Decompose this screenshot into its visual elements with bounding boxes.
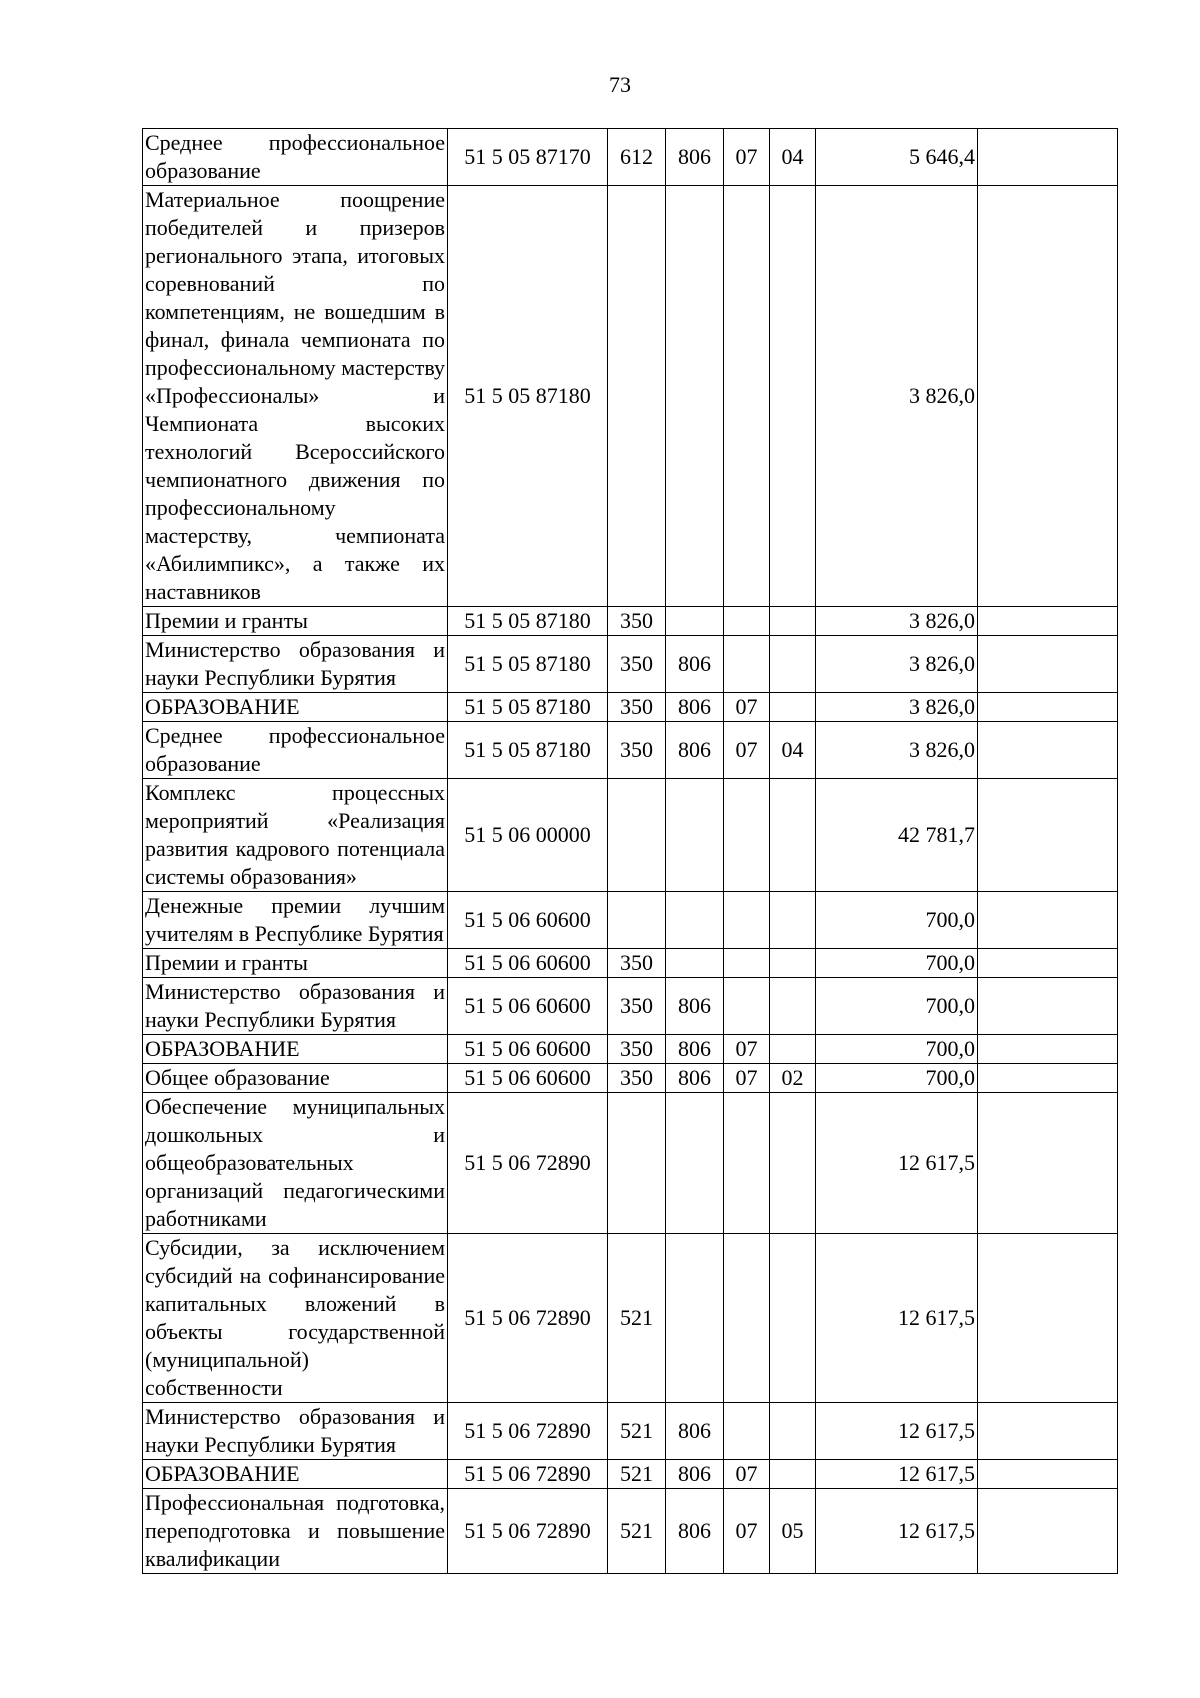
target-article-code: 51 5 06 60600 bbox=[448, 1064, 608, 1093]
extra-cell bbox=[978, 1064, 1118, 1093]
row-name: Премии и гранты bbox=[143, 607, 448, 636]
admin-code: 806 bbox=[666, 978, 724, 1035]
table-row bbox=[143, 949, 1118, 978]
admin-code bbox=[666, 892, 724, 949]
section-code: 07 bbox=[724, 1064, 770, 1093]
row-name: ОБРАЗОВАНИЕ bbox=[143, 693, 448, 722]
amount: 700,0 bbox=[816, 1035, 978, 1064]
subsection-code bbox=[770, 1403, 816, 1460]
subsection-code bbox=[770, 978, 816, 1035]
admin-code bbox=[666, 186, 724, 607]
section-code bbox=[724, 607, 770, 636]
admin-code bbox=[666, 1234, 724, 1403]
amount: 42 781,7 bbox=[816, 779, 978, 892]
table-row bbox=[143, 892, 1118, 949]
extra-cell bbox=[978, 978, 1118, 1035]
amount: 700,0 bbox=[816, 978, 978, 1035]
row-name: ОБРАЗОВАНИЕ bbox=[143, 1460, 448, 1489]
section-code: 07 bbox=[724, 722, 770, 779]
expense-type-code: 521 bbox=[608, 1403, 666, 1460]
expense-type-code bbox=[608, 892, 666, 949]
extra-cell bbox=[978, 722, 1118, 779]
admin-code: 806 bbox=[666, 129, 724, 186]
subsection-code bbox=[770, 892, 816, 949]
row-name: Материальное поощрение победителей и призеров регионального этапа, итоговых соревнований по компетенциям, не вошедшим в финал, финала чемпионата по профессиональному мастерству «Профессионалы» и Чемпионата высоких технологий Всероссийского чемпионатного движения по профессиональному мастерству, чемпионата «Абилимпикс», а также их наставников bbox=[143, 186, 448, 607]
admin-code: 806 bbox=[666, 1403, 724, 1460]
table-row bbox=[143, 693, 1118, 722]
target-article-code: 51 5 06 72890 bbox=[448, 1460, 608, 1489]
table-row bbox=[143, 1403, 1118, 1460]
expense-type-code: 521 bbox=[608, 1489, 666, 1574]
section-code: 07 bbox=[724, 1035, 770, 1064]
expense-type-code bbox=[608, 1093, 666, 1234]
target-article-code: 51 5 06 60600 bbox=[448, 978, 608, 1035]
row-name: Министерство образования и науки Республики Бурятия bbox=[143, 636, 448, 693]
target-article-code: 51 5 06 72890 bbox=[448, 1234, 608, 1403]
expense-type-code: 350 bbox=[608, 636, 666, 693]
row-name: Комплекс процессных мероприятий «Реализация развития кадрового потенциала системы образования» bbox=[143, 779, 448, 892]
admin-code: 806 bbox=[666, 1460, 724, 1489]
table-row bbox=[143, 722, 1118, 779]
subsection-code bbox=[770, 693, 816, 722]
expense-type-code: 612 bbox=[608, 129, 666, 186]
amount: 700,0 bbox=[816, 1064, 978, 1093]
subsection-code: 02 bbox=[770, 1064, 816, 1093]
expense-type-code: 350 bbox=[608, 722, 666, 779]
row-name: Субсидии, за исключением субсидий на софинансирование капитальных вложений в объекты государственной (муниципальной) собственности bbox=[143, 1234, 448, 1403]
target-article-code: 51 5 06 60600 bbox=[448, 892, 608, 949]
subsection-code: 04 bbox=[770, 129, 816, 186]
table-row bbox=[143, 1489, 1118, 1574]
subsection-code bbox=[770, 1093, 816, 1234]
table-row bbox=[143, 1035, 1118, 1064]
page-number: 73 bbox=[609, 72, 631, 97]
extra-cell bbox=[978, 1093, 1118, 1234]
subsection-code bbox=[770, 636, 816, 693]
expense-type-code bbox=[608, 186, 666, 607]
target-article-code: 51 5 06 00000 bbox=[448, 779, 608, 892]
row-name: Премии и гранты bbox=[143, 949, 448, 978]
section-code bbox=[724, 949, 770, 978]
section-code bbox=[724, 1403, 770, 1460]
extra-cell bbox=[978, 1403, 1118, 1460]
table-row bbox=[143, 186, 1118, 607]
amount: 12 617,5 bbox=[816, 1403, 978, 1460]
section-code bbox=[724, 636, 770, 693]
expense-type-code: 350 bbox=[608, 607, 666, 636]
target-article-code: 51 5 06 60600 bbox=[448, 1035, 608, 1064]
expense-type-code: 350 bbox=[608, 1035, 666, 1064]
amount: 12 617,5 bbox=[816, 1460, 978, 1489]
row-name: Обеспечение муниципальных дошкольных и общеобразовательных организаций педагогическими работниками bbox=[143, 1093, 448, 1234]
target-article-code: 51 5 05 87180 bbox=[448, 186, 608, 607]
row-name: Общее образование bbox=[143, 1064, 448, 1093]
expense-type-code: 350 bbox=[608, 949, 666, 978]
target-article-code: 51 5 06 72890 bbox=[448, 1489, 608, 1574]
expense-type-code: 521 bbox=[608, 1234, 666, 1403]
target-article-code: 51 5 05 87180 bbox=[448, 607, 608, 636]
admin-code: 806 bbox=[666, 1489, 724, 1574]
row-name: ОБРАЗОВАНИЕ bbox=[143, 1035, 448, 1064]
target-article-code: 51 5 05 87180 bbox=[448, 693, 608, 722]
target-article-code: 51 5 06 72890 bbox=[448, 1093, 608, 1234]
target-article-code: 51 5 06 72890 bbox=[448, 1403, 608, 1460]
extra-cell bbox=[978, 1489, 1118, 1574]
amount: 3 826,0 bbox=[816, 693, 978, 722]
section-code bbox=[724, 1234, 770, 1403]
extra-cell bbox=[978, 892, 1118, 949]
extra-cell bbox=[978, 779, 1118, 892]
expense-type-code bbox=[608, 779, 666, 892]
section-code bbox=[724, 892, 770, 949]
subsection-code bbox=[770, 186, 816, 607]
subsection-code bbox=[770, 1234, 816, 1403]
expense-type-code: 350 bbox=[608, 693, 666, 722]
admin-code: 806 bbox=[666, 1035, 724, 1064]
row-name: Министерство образования и науки Республики Бурятия bbox=[143, 1403, 448, 1460]
table-row bbox=[143, 129, 1118, 186]
target-article-code: 51 5 05 87180 bbox=[448, 636, 608, 693]
target-article-code: 51 5 05 87180 bbox=[448, 722, 608, 779]
extra-cell bbox=[978, 1035, 1118, 1064]
extra-cell bbox=[978, 636, 1118, 693]
section-code: 07 bbox=[724, 1460, 770, 1489]
amount: 3 826,0 bbox=[816, 636, 978, 693]
row-name: Денежные премии лучшим учителям в Республике Бурятия bbox=[143, 892, 448, 949]
subsection-code bbox=[770, 779, 816, 892]
section-code: 07 bbox=[724, 129, 770, 186]
section-code bbox=[724, 1093, 770, 1234]
section-code bbox=[724, 186, 770, 607]
section-code: 07 bbox=[724, 1489, 770, 1574]
table-row bbox=[143, 1460, 1118, 1489]
amount: 700,0 bbox=[816, 949, 978, 978]
subsection-code bbox=[770, 607, 816, 636]
target-article-code: 51 5 05 87170 bbox=[448, 129, 608, 186]
extra-cell bbox=[978, 186, 1118, 607]
table-row bbox=[143, 978, 1118, 1035]
table-row bbox=[143, 1064, 1118, 1093]
amount: 700,0 bbox=[816, 892, 978, 949]
table-row bbox=[143, 779, 1118, 892]
row-name: Министерство образования и науки Республики Бурятия bbox=[143, 978, 448, 1035]
amount: 3 826,0 bbox=[816, 186, 978, 607]
amount: 3 826,0 bbox=[816, 607, 978, 636]
extra-cell bbox=[978, 1460, 1118, 1489]
table-row bbox=[143, 1234, 1118, 1403]
expense-type-code: 350 bbox=[608, 978, 666, 1035]
admin-code: 806 bbox=[666, 722, 724, 779]
subsection-code: 04 bbox=[770, 722, 816, 779]
expense-type-code: 521 bbox=[608, 1460, 666, 1489]
admin-code: 806 bbox=[666, 1064, 724, 1093]
admin-code bbox=[666, 1093, 724, 1234]
subsection-code bbox=[770, 1035, 816, 1064]
amount: 12 617,5 bbox=[816, 1234, 978, 1403]
table-row bbox=[143, 1093, 1118, 1234]
table-row bbox=[143, 607, 1118, 636]
amount: 5 646,4 bbox=[816, 129, 978, 186]
budget-table bbox=[142, 128, 1118, 1574]
extra-cell bbox=[978, 949, 1118, 978]
admin-code bbox=[666, 949, 724, 978]
subsection-code bbox=[770, 949, 816, 978]
amount: 3 826,0 bbox=[816, 722, 978, 779]
amount: 12 617,5 bbox=[816, 1093, 978, 1234]
admin-code: 806 bbox=[666, 693, 724, 722]
extra-cell bbox=[978, 607, 1118, 636]
target-article-code: 51 5 06 60600 bbox=[448, 949, 608, 978]
section-code bbox=[724, 978, 770, 1035]
extra-cell bbox=[978, 693, 1118, 722]
admin-code: 806 bbox=[666, 636, 724, 693]
subsection-code bbox=[770, 1460, 816, 1489]
section-code bbox=[724, 779, 770, 892]
admin-code bbox=[666, 779, 724, 892]
extra-cell bbox=[978, 1234, 1118, 1403]
row-name: Среднее профессиональное образование bbox=[143, 129, 448, 186]
table-row bbox=[143, 636, 1118, 693]
section-code: 07 bbox=[724, 693, 770, 722]
admin-code bbox=[666, 607, 724, 636]
expense-type-code: 350 bbox=[608, 1064, 666, 1093]
subsection-code: 05 bbox=[770, 1489, 816, 1574]
row-name: Среднее профессиональное образование bbox=[143, 722, 448, 779]
amount: 12 617,5 bbox=[816, 1489, 978, 1574]
extra-cell bbox=[978, 129, 1118, 186]
row-name: Профессиональная подготовка, переподготовка и повышение квалификации bbox=[143, 1489, 448, 1574]
